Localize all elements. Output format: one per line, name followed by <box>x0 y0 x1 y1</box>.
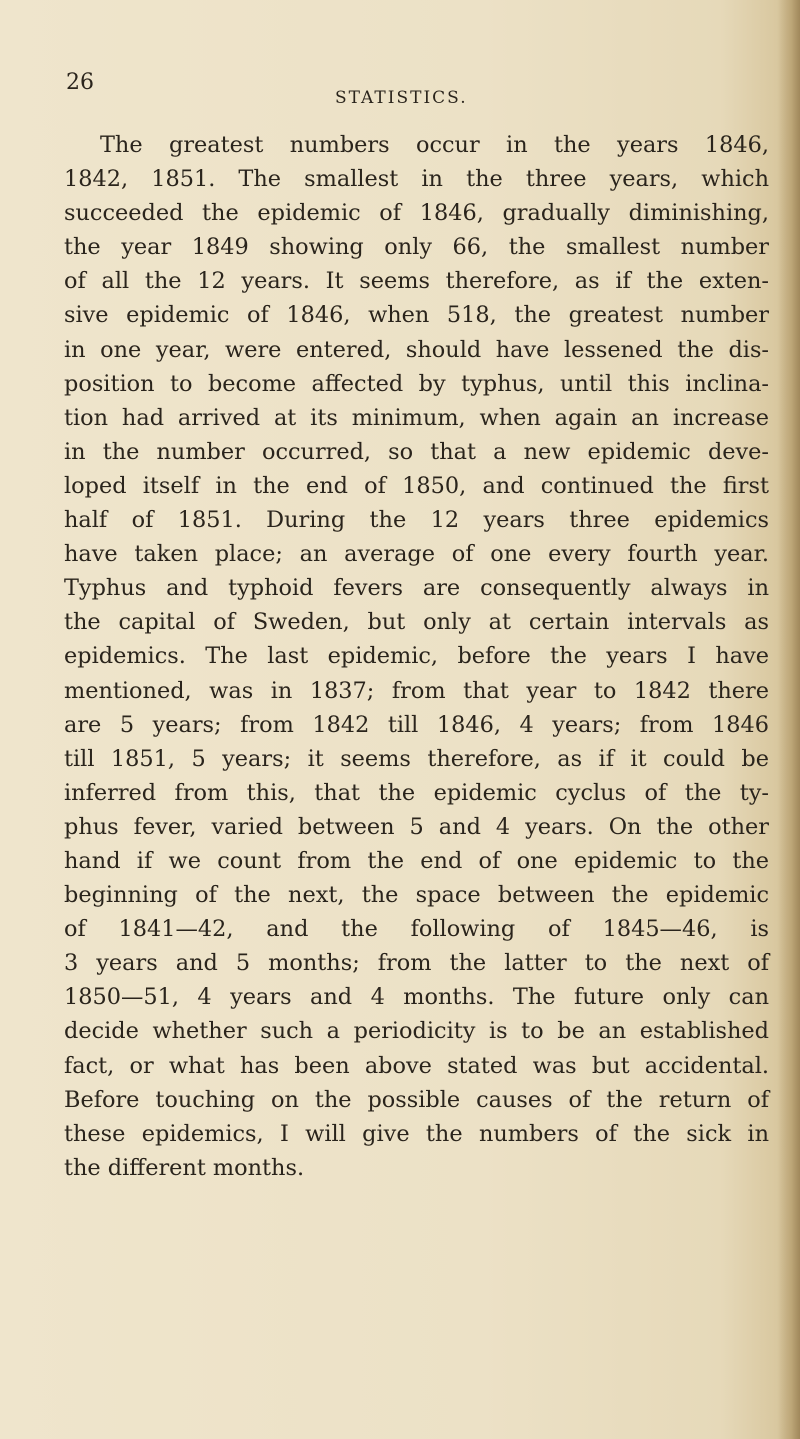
text-line: The greatest numbers occur in the years 1846, <box>100 132 769 158</box>
page-edge-shadow <box>778 0 800 1439</box>
page-number: 26 <box>66 70 94 95</box>
text-line: position to become affected by typhus, until this inclina- <box>64 370 769 397</box>
text-line: phus fever, varied between 5 and 4 years. On the other <box>64 813 769 840</box>
text-line: hand if we count from the end of one epidemic to the <box>64 847 769 874</box>
text-line: beginning of the next, the space between the epidemic <box>64 882 769 909</box>
text-line: fact, or what has been above stated was but accidental. <box>64 1052 769 1079</box>
text-line: half of 1851. During the 12 years three epidemics <box>64 507 769 534</box>
text-line: inferred from this, that the epidemic cyclus of the ty- <box>64 779 769 806</box>
text-line: the different months. <box>64 1154 305 1181</box>
text-line: in one year, were entered, should have lessened the dis- <box>64 336 769 363</box>
running-head: STATISTICS. <box>335 88 468 108</box>
text-line: Before touching on the possible causes of the return of <box>64 1086 769 1113</box>
text-line: tion had arrived at its minimum, when again an increase <box>64 404 769 431</box>
text-line: sive epidemic of 1846, when 518, the greatest number <box>64 302 769 329</box>
text-line: the year 1849 showing only 66, the smallest number <box>64 234 769 261</box>
text-line: till 1851, 5 years; it seems therefore, as if it could be <box>64 745 769 772</box>
text-line: decide whether such a periodicity is to be an established <box>64 1018 769 1045</box>
text-line: loped itself in the end of 1850, and continued the first <box>64 472 769 499</box>
text-line: the capital of Sweden, but only at certain intervals as <box>64 609 769 636</box>
text-line: of 1841—42, and the following of 1845—46, is <box>64 916 769 943</box>
text-line: mentioned, was in 1837; from that year to 1842 there <box>64 677 769 704</box>
text-line: these epidemics, I will give the numbers of the sick in <box>64 1120 769 1147</box>
text-line: epidemics. The last epidemic, before the years I have <box>64 643 769 670</box>
text-line: 3 years and 5 months; from the latter to the next of <box>64 950 769 977</box>
text-line: have taken place; an average of one every fourth year. <box>64 541 769 568</box>
body-paragraph <box>64 128 769 1185</box>
text-line: in the number occurred, so that a new epidemic deve- <box>64 438 769 465</box>
text-line: succeeded the epidemic of 1846, gradually diminishing, <box>64 200 769 227</box>
text-line: 1850—51, 4 years and 4 months. The future only can <box>64 984 769 1011</box>
text-line: Typhus and typhoid fevers are consequently always in <box>64 575 769 602</box>
text-line: of all the 12 years. It seems therefore, as if the exten- <box>64 268 769 295</box>
text-line: are 5 years; from 1842 till 1846, 4 years; from 1846 <box>64 711 769 738</box>
text-line: 1842, 1851. The smallest in the three years, which <box>64 166 769 193</box>
